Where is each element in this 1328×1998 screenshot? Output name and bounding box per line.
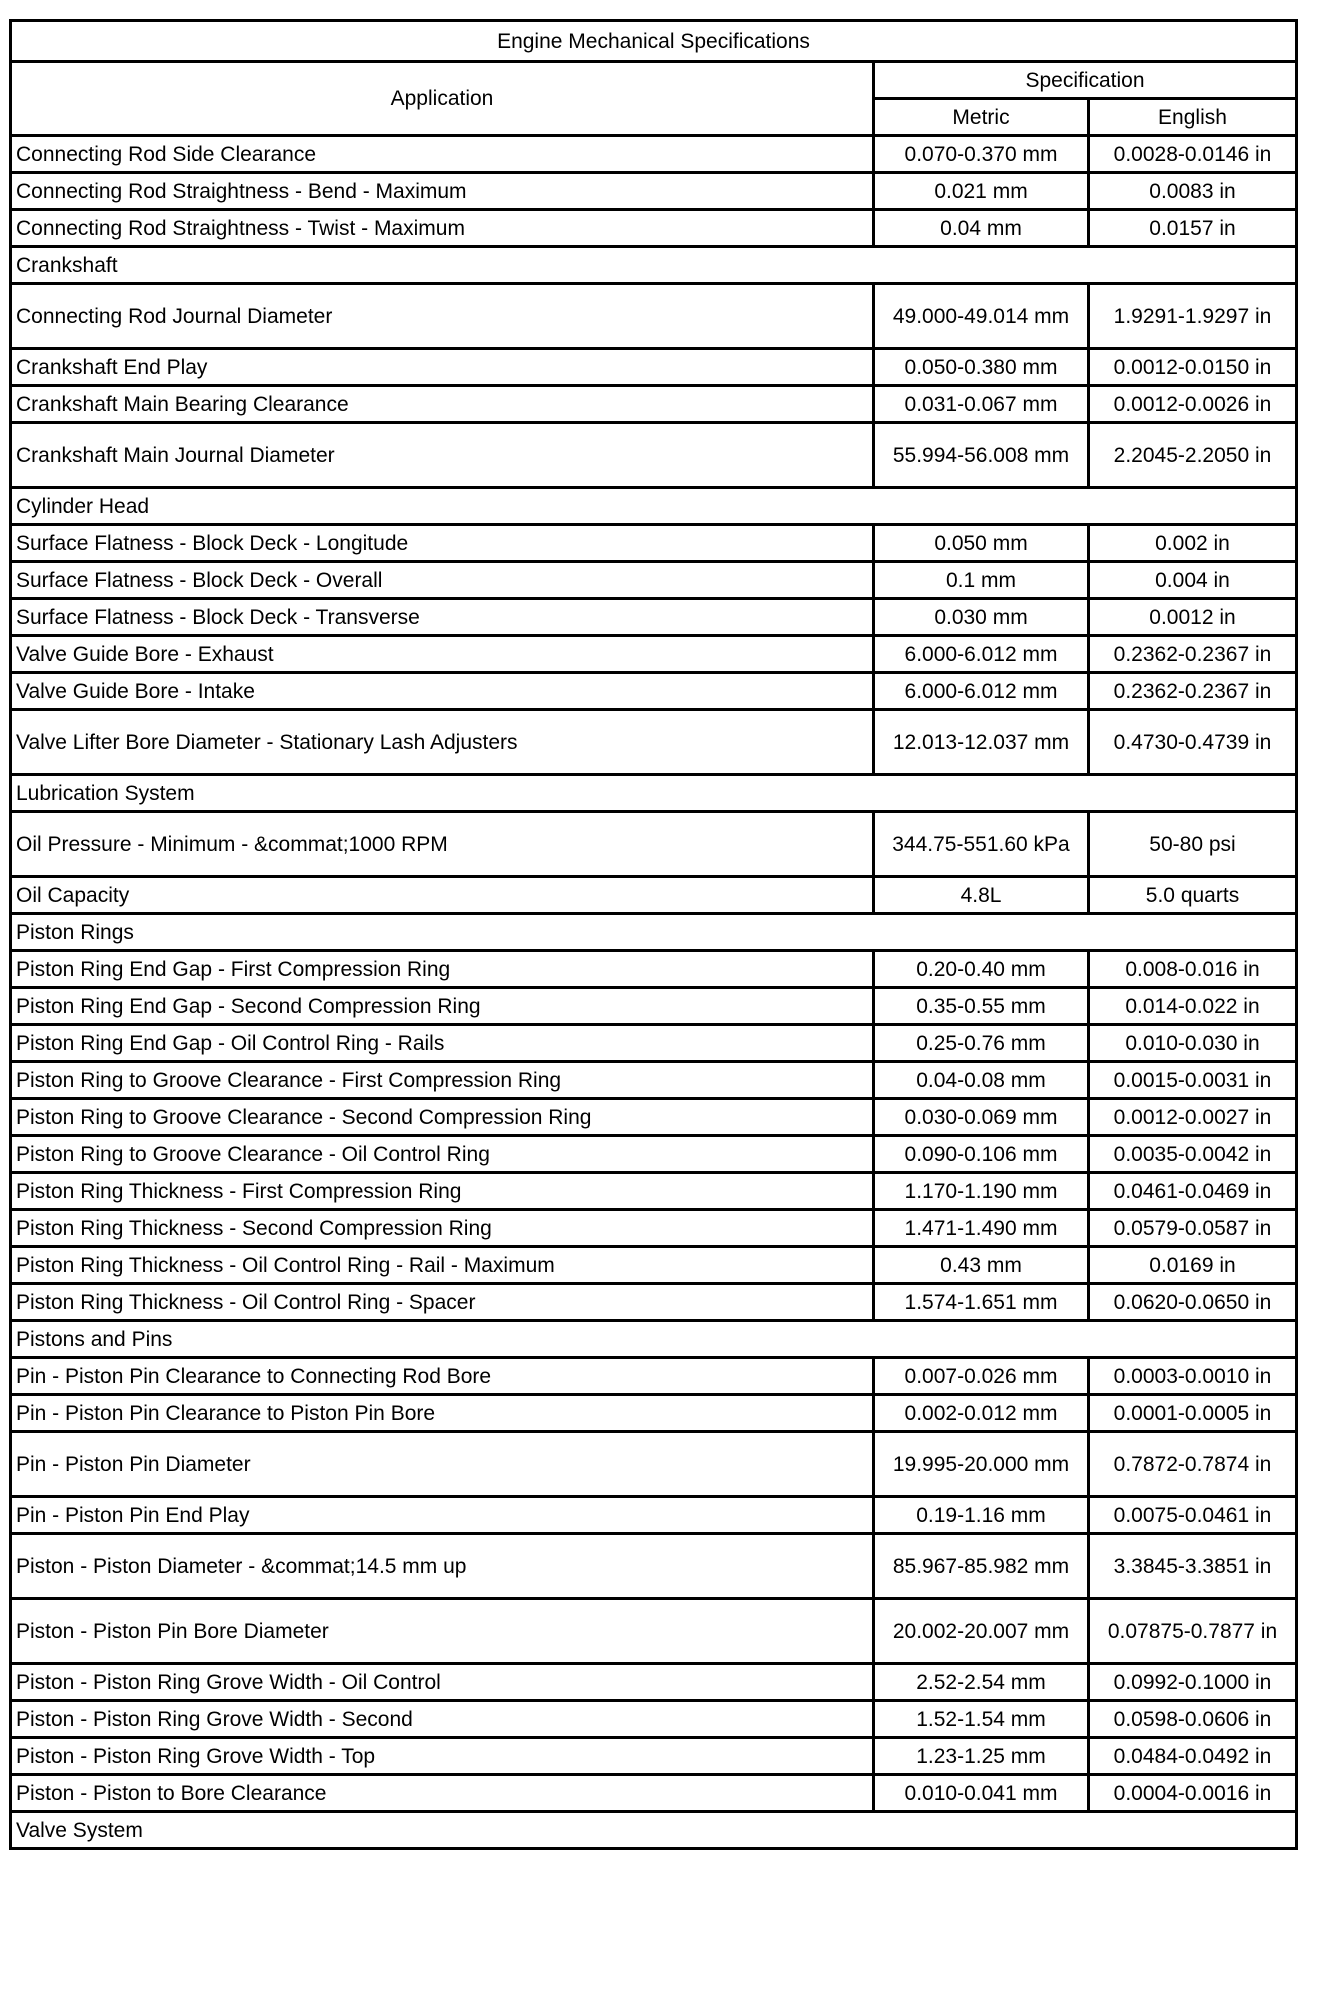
- application-cell: Oil Capacity: [11, 877, 874, 914]
- section-row: [11, 1812, 1297, 1849]
- metric-cell: 1.170-1.190 mm: [874, 1173, 1089, 1210]
- application-cell: Piston Ring to Groove Clearance - Oil Control Ring: [11, 1136, 874, 1173]
- table-row: [11, 1284, 1297, 1321]
- metric-cell: 20.002-20.007 mm: [874, 1599, 1089, 1664]
- application-cell: Connecting Rod Straightness - Twist - Maximum: [11, 210, 874, 247]
- english-cell: 0.008-0.016 in: [1089, 951, 1297, 988]
- english-cell: 0.0004-0.0016 in: [1089, 1775, 1297, 1812]
- english-cell: 0.0620-0.0650 in: [1089, 1284, 1297, 1321]
- metric-cell: 4.8L: [874, 877, 1089, 914]
- table-row: [11, 284, 1297, 349]
- english-cell: 0.0992-0.1000 in: [1089, 1664, 1297, 1701]
- table-title-row: [11, 21, 1297, 62]
- metric-cell: 2.52-2.54 mm: [874, 1664, 1089, 1701]
- metric-cell: 49.000-49.014 mm: [874, 284, 1089, 349]
- application-cell: Piston - Piston to Bore Clearance: [11, 1775, 874, 1812]
- english-cell: 3.3845-3.3851 in: [1089, 1534, 1297, 1599]
- metric-cell: 0.19-1.16 mm: [874, 1497, 1089, 1534]
- section-row: [11, 1321, 1297, 1358]
- english-cell: 0.014-0.022 in: [1089, 988, 1297, 1025]
- table-row: [11, 386, 1297, 423]
- metric-cell: 0.007-0.026 mm: [874, 1358, 1089, 1395]
- section-row: [11, 247, 1297, 284]
- table-row: [11, 599, 1297, 636]
- table-row: [11, 1701, 1297, 1738]
- application-cell: Surface Flatness - Block Deck - Longitude: [11, 525, 874, 562]
- metric-cell: 6.000-6.012 mm: [874, 636, 1089, 673]
- metric-cell: 1.52-1.54 mm: [874, 1701, 1089, 1738]
- table-row: [11, 673, 1297, 710]
- table-row: [11, 1534, 1297, 1599]
- english-cell: 1.9291-1.9297 in: [1089, 284, 1297, 349]
- application-cell: Crankshaft Main Journal Diameter: [11, 423, 874, 488]
- metric-cell: 55.994-56.008 mm: [874, 423, 1089, 488]
- application-cell: Piston Ring Thickness - First Compression Ring: [11, 1173, 874, 1210]
- english-cell: 0.0012-0.0026 in: [1089, 386, 1297, 423]
- english-cell: 0.010-0.030 in: [1089, 1025, 1297, 1062]
- application-cell: Valve Guide Bore - Exhaust: [11, 636, 874, 673]
- english-cell: 0.0083 in: [1089, 173, 1297, 210]
- metric-cell: 0.35-0.55 mm: [874, 988, 1089, 1025]
- application-cell: Surface Flatness - Block Deck - Overall: [11, 562, 874, 599]
- english-cell: 0.07875-0.7877 in: [1089, 1599, 1297, 1664]
- application-cell: Pin - Piston Pin End Play: [11, 1497, 874, 1534]
- application-cell: Piston Ring End Gap - Second Compression Ring: [11, 988, 874, 1025]
- table-row: [11, 877, 1297, 914]
- section-row: [11, 914, 1297, 951]
- metric-cell: 0.090-0.106 mm: [874, 1136, 1089, 1173]
- table-row: [11, 1247, 1297, 1284]
- english-cell: 0.2362-0.2367 in: [1089, 636, 1297, 673]
- table-row: [11, 1775, 1297, 1812]
- english-cell: 0.0461-0.0469 in: [1089, 1173, 1297, 1210]
- header-row: [11, 62, 1297, 99]
- application-cell: Pin - Piston Pin Clearance to Connecting Rod Bore: [11, 1358, 874, 1395]
- metric-cell: 0.25-0.76 mm: [874, 1025, 1089, 1062]
- metric-cell: 0.04 mm: [874, 210, 1089, 247]
- table-title: Engine Mechanical Specifications: [11, 21, 1297, 62]
- metric-cell: 0.050 mm: [874, 525, 1089, 562]
- table-row: [11, 349, 1297, 386]
- section-row: [11, 488, 1297, 525]
- english-cell: 0.2362-0.2367 in: [1089, 673, 1297, 710]
- table-row: [11, 1062, 1297, 1099]
- english-cell: 0.0484-0.0492 in: [1089, 1738, 1297, 1775]
- english-cell: 0.0157 in: [1089, 210, 1297, 247]
- english-cell: 0.0035-0.0042 in: [1089, 1136, 1297, 1173]
- metric-cell: 0.030 mm: [874, 599, 1089, 636]
- table-row: [11, 423, 1297, 488]
- application-cell: Piston - Piston Ring Grove Width - Oil Control: [11, 1664, 874, 1701]
- english-cell: 0.0012-0.0150 in: [1089, 349, 1297, 386]
- metric-cell: 344.75-551.60 kPa: [874, 812, 1089, 877]
- table-row: [11, 1358, 1297, 1395]
- table-row: [11, 636, 1297, 673]
- metric-cell: 0.070-0.370 mm: [874, 136, 1089, 173]
- application-cell: Pin - Piston Pin Clearance to Piston Pin Bore: [11, 1395, 874, 1432]
- application-cell: Piston Ring to Groove Clearance - Second Compression Ring: [11, 1099, 874, 1136]
- metric-cell: 19.995-20.000 mm: [874, 1432, 1089, 1497]
- metric-cell: 1.471-1.490 mm: [874, 1210, 1089, 1247]
- application-cell: Piston - Piston Diameter - &commat;14.5 mm up: [11, 1534, 874, 1599]
- metric-cell: 85.967-85.982 mm: [874, 1534, 1089, 1599]
- table-row: [11, 173, 1297, 210]
- application-cell: Connecting Rod Side Clearance: [11, 136, 874, 173]
- table-row: [11, 710, 1297, 775]
- table-body: [11, 136, 1297, 1849]
- english-cell: 0.7872-0.7874 in: [1089, 1432, 1297, 1497]
- english-cell: 0.0012-0.0027 in: [1089, 1099, 1297, 1136]
- english-cell: 0.002 in: [1089, 525, 1297, 562]
- table-row: [11, 1395, 1297, 1432]
- english-cell: 0.0012 in: [1089, 599, 1297, 636]
- application-cell: Connecting Rod Straightness - Bend - Maximum: [11, 173, 874, 210]
- english-cell: 5.0 quarts: [1089, 877, 1297, 914]
- table-row: [11, 988, 1297, 1025]
- table-row: [11, 1432, 1297, 1497]
- english-cell: 0.0579-0.0587 in: [1089, 1210, 1297, 1247]
- section-label: Crankshaft: [11, 247, 1297, 284]
- metric-cell: 0.030-0.069 mm: [874, 1099, 1089, 1136]
- english-cell: 0.0003-0.0010 in: [1089, 1358, 1297, 1395]
- application-cell: Piston Ring Thickness - Oil Control Ring - Rail - Maximum: [11, 1247, 874, 1284]
- application-cell: Surface Flatness - Block Deck - Transverse: [11, 599, 874, 636]
- application-cell: Piston - Piston Pin Bore Diameter: [11, 1599, 874, 1664]
- metric-cell: 0.010-0.041 mm: [874, 1775, 1089, 1812]
- table-row: [11, 1599, 1297, 1664]
- english-cell: 0.0075-0.0461 in: [1089, 1497, 1297, 1534]
- metric-cell: 1.23-1.25 mm: [874, 1738, 1089, 1775]
- english-cell: 0.0028-0.0146 in: [1089, 136, 1297, 173]
- engine-specifications-table: [9, 19, 1298, 1850]
- application-cell: Piston Ring to Groove Clearance - First Compression Ring: [11, 1062, 874, 1099]
- section-label: Lubrication System: [11, 775, 1297, 812]
- english-cell: 0.0598-0.0606 in: [1089, 1701, 1297, 1738]
- table-row: [11, 136, 1297, 173]
- application-cell: Oil Pressure - Minimum - &commat;1000 RPM: [11, 812, 874, 877]
- section-label: Valve System: [11, 1812, 1297, 1849]
- metric-cell: 1.574-1.651 mm: [874, 1284, 1089, 1321]
- metric-cell: 6.000-6.012 mm: [874, 673, 1089, 710]
- application-cell: Piston Ring Thickness - Oil Control Ring - Spacer: [11, 1284, 874, 1321]
- section-label: Cylinder Head: [11, 488, 1297, 525]
- table-row: [11, 812, 1297, 877]
- table-row: [11, 1099, 1297, 1136]
- english-cell: 0.0001-0.0005 in: [1089, 1395, 1297, 1432]
- metric-cell: 0.20-0.40 mm: [874, 951, 1089, 988]
- table-row: [11, 1025, 1297, 1062]
- english-cell: 0.0015-0.0031 in: [1089, 1062, 1297, 1099]
- table-row: [11, 1738, 1297, 1775]
- table-row: [11, 562, 1297, 599]
- application-cell: Piston Ring End Gap - Oil Control Ring - Rails: [11, 1025, 874, 1062]
- table-row: [11, 1210, 1297, 1247]
- table-row: [11, 1664, 1297, 1701]
- metric-cell: 12.013-12.037 mm: [874, 710, 1089, 775]
- table-row: [11, 951, 1297, 988]
- metric-cell: 0.002-0.012 mm: [874, 1395, 1089, 1432]
- application-cell: Piston - Piston Ring Grove Width - Second: [11, 1701, 874, 1738]
- table-row: [11, 1173, 1297, 1210]
- english-cell: 2.2045-2.2050 in: [1089, 423, 1297, 488]
- application-cell: Valve Lifter Bore Diameter - Stationary Lash Adjusters: [11, 710, 874, 775]
- application-cell: Crankshaft End Play: [11, 349, 874, 386]
- specification-header: Specification: [874, 62, 1297, 99]
- section-label: Piston Rings: [11, 914, 1297, 951]
- application-cell: Connecting Rod Journal Diameter: [11, 284, 874, 349]
- application-cell: Valve Guide Bore - Intake: [11, 673, 874, 710]
- metric-cell: 0.1 mm: [874, 562, 1089, 599]
- application-header: Application: [11, 62, 874, 136]
- metric-header: Metric: [874, 99, 1089, 136]
- application-cell: Piston - Piston Ring Grove Width - Top: [11, 1738, 874, 1775]
- section-row: [11, 775, 1297, 812]
- metric-cell: 0.021 mm: [874, 173, 1089, 210]
- application-cell: Piston Ring End Gap - First Compression Ring: [11, 951, 874, 988]
- table-row: [11, 1497, 1297, 1534]
- section-label: Pistons and Pins: [11, 1321, 1297, 1358]
- application-cell: Piston Ring Thickness - Second Compression Ring: [11, 1210, 874, 1247]
- english-cell: 0.0169 in: [1089, 1247, 1297, 1284]
- application-cell: Pin - Piston Pin Diameter: [11, 1432, 874, 1497]
- table-row: [11, 1136, 1297, 1173]
- metric-cell: 0.04-0.08 mm: [874, 1062, 1089, 1099]
- metric-cell: 0.43 mm: [874, 1247, 1089, 1284]
- metric-cell: 0.031-0.067 mm: [874, 386, 1089, 423]
- table-row: [11, 210, 1297, 247]
- english-header: English: [1089, 99, 1297, 136]
- english-cell: 0.004 in: [1089, 562, 1297, 599]
- english-cell: 50-80 psi: [1089, 812, 1297, 877]
- table-row: [11, 525, 1297, 562]
- english-cell: 0.4730-0.4739 in: [1089, 710, 1297, 775]
- metric-cell: 0.050-0.380 mm: [874, 349, 1089, 386]
- application-cell: Crankshaft Main Bearing Clearance: [11, 386, 874, 423]
